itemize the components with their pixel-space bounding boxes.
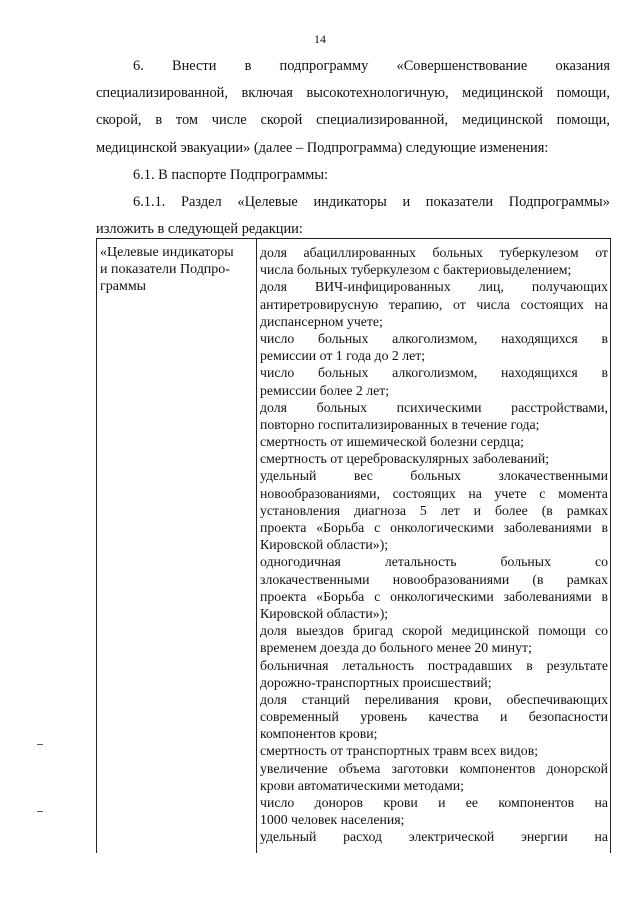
word: и	[500, 709, 508, 725]
word: рамках	[566, 571, 608, 587]
word: «Борьба	[316, 520, 365, 535]
word: оказания	[555, 58, 610, 74]
right-cell-line-justified	[260, 467, 608, 484]
indicators-table	[96, 238, 611, 853]
word: «Совершенствование	[396, 58, 528, 74]
word: на	[594, 829, 608, 845]
word: терапию,	[388, 296, 443, 312]
paragraph-6-line-2	[96, 80, 610, 107]
word: помощи	[538, 623, 586, 639]
word: антиретровирусную	[260, 296, 379, 312]
word: со	[594, 554, 608, 570]
right-cell-line: ремиссии от 1 года до 2 лет;	[260, 348, 426, 364]
word: число	[260, 795, 295, 810]
word: находящихся	[501, 365, 578, 381]
right-cell-line-justified	[260, 278, 608, 295]
word: компонентов	[498, 795, 575, 810]
word: качества	[428, 709, 479, 725]
word: результате	[546, 657, 608, 673]
word: бригад	[352, 623, 394, 639]
word: находящихся	[501, 330, 578, 346]
word: компонентов	[459, 760, 536, 776]
paragraph-6	[96, 53, 610, 162]
table-left-cell	[100, 244, 254, 296]
word: 5	[419, 502, 427, 518]
word: больных	[410, 468, 461, 484]
word: числе	[211, 112, 247, 129]
word: помощи,	[556, 112, 610, 129]
word: ВИЧ-инфицированных	[314, 279, 451, 295]
word: на	[594, 296, 608, 312]
right-cell-line: смертность от ишемической болезни сердца;	[260, 434, 525, 450]
right-cell-line-justified	[260, 364, 608, 381]
word: в	[526, 657, 533, 673]
word: числа	[476, 296, 510, 312]
margin-dash-mark	[37, 811, 43, 812]
word: скорой	[260, 112, 303, 129]
word: Подпрограммы»	[508, 194, 610, 210]
word: одногодичная	[260, 554, 341, 570]
word: расстройствами,	[511, 399, 608, 415]
word: больных	[317, 330, 369, 346]
word: и	[473, 502, 482, 518]
paragraph-6-1	[133, 162, 328, 189]
right-cell-line: числа больных туберкулезом с бактериовыделением;	[260, 262, 572, 278]
word: пострадавших	[427, 657, 513, 673]
word: проекта	[260, 588, 307, 604]
word: включая	[241, 85, 293, 102]
word: 6.	[133, 58, 144, 74]
right-cell-line-justified	[260, 553, 608, 570]
word: скорой,	[96, 112, 142, 129]
table-column-divider	[256, 239, 257, 853]
word: ее	[465, 795, 479, 810]
word: специализированной,	[96, 85, 228, 102]
word: крови	[383, 795, 418, 810]
word: в	[601, 588, 608, 604]
word: увеличение	[260, 760, 328, 776]
word: в	[155, 112, 163, 129]
word: злокачественными	[260, 571, 370, 587]
word: (в	[541, 502, 553, 518]
paragraph-6-1-text: 6.1. В паспорте Подпрограммы:	[133, 167, 328, 183]
right-cell-line: ремиссии более 2 лет;	[260, 382, 390, 398]
right-cell-line: смертность от цереброваскулярных заболеваний;	[260, 451, 550, 467]
word: Внести	[171, 58, 217, 74]
word: обеспечивающих	[506, 691, 608, 707]
word: расход	[343, 829, 382, 845]
right-cell-line-justified	[260, 691, 608, 708]
left-cell-line: и показатели Подпро-	[100, 262, 230, 278]
right-cell-line: временем доезда до больного менее 20 минут;	[260, 640, 532, 656]
left-cell-line: «Целевые индикаторы	[100, 245, 234, 260]
word: со	[594, 623, 608, 639]
right-cell-line-justified	[260, 519, 608, 536]
word: абациллированных	[303, 245, 416, 260]
right-cell-line: дорожно-транспортных происшествий;	[260, 674, 492, 690]
word: на	[468, 485, 482, 501]
word: переливания	[364, 691, 439, 707]
word: более	[494, 502, 528, 518]
word: заболеваниями	[503, 520, 592, 535]
word: рамках	[566, 502, 608, 518]
word: от	[453, 296, 466, 312]
word: медицинской	[462, 85, 544, 102]
word: доля	[260, 245, 287, 260]
right-cell-line-justified	[260, 399, 608, 416]
word: доля	[260, 691, 287, 707]
word: новообразованиями,	[260, 485, 380, 501]
word: безопасности	[528, 709, 608, 725]
word: «Целевые	[237, 194, 298, 210]
margin-dash-mark	[37, 744, 43, 745]
word: с	[374, 588, 381, 604]
word: доля	[260, 399, 287, 415]
word: подпрограмму	[279, 58, 369, 74]
right-cell-line-justified	[260, 502, 608, 519]
word: злокачественными	[498, 468, 608, 484]
word: больничная	[260, 657, 329, 673]
word: специализированной,	[316, 112, 449, 129]
word: больных	[316, 399, 368, 415]
word: медицинской	[461, 112, 543, 129]
word: доля	[260, 623, 287, 639]
right-cell-line-justified	[260, 794, 608, 811]
word: доля	[260, 279, 287, 295]
word: новообразованиями	[392, 571, 510, 587]
word: энергии	[520, 829, 568, 845]
word: момента	[558, 485, 608, 501]
word: онкологическими	[390, 520, 494, 535]
word: удельный	[260, 829, 317, 845]
right-cell-line-justified	[260, 622, 608, 639]
word: выездов	[296, 623, 344, 639]
word: донорской	[546, 760, 608, 776]
word: вес	[353, 468, 373, 484]
word: больных	[317, 365, 369, 381]
word: заготовки	[391, 760, 449, 776]
right-cell-line: Кировской области»);	[260, 537, 389, 553]
word: «Борьба	[316, 588, 365, 604]
paragraph-6-line-3	[96, 107, 610, 134]
word: крови,	[453, 691, 492, 707]
word: и	[438, 795, 446, 810]
word: объема	[338, 760, 381, 776]
word: лиц,	[478, 279, 504, 295]
word: от	[595, 245, 608, 260]
word: проекта	[260, 520, 307, 535]
word: состоящих	[520, 296, 584, 312]
table-right-cell	[260, 244, 608, 846]
word: состоящих	[392, 485, 456, 501]
word: в	[601, 330, 608, 346]
word: и	[402, 194, 411, 210]
word: индикаторы	[313, 194, 387, 210]
right-cell-line-justified	[260, 760, 608, 777]
word: 6.1.1.	[133, 194, 166, 210]
word: летальность	[384, 554, 457, 570]
left-cell-line: граммы	[100, 279, 147, 295]
word: число	[260, 365, 295, 381]
word: том	[175, 112, 199, 129]
word: получающих	[531, 279, 608, 295]
word: диагноза	[353, 502, 407, 518]
word: психическими	[396, 399, 482, 415]
word: в	[601, 365, 608, 381]
word: в	[601, 520, 608, 535]
word: (в	[532, 571, 544, 587]
word: помощи,	[556, 85, 610, 102]
word: с	[539, 485, 546, 501]
right-cell-line-justified	[260, 708, 608, 725]
paragraph-6-line-1	[96, 53, 610, 80]
word: больных	[500, 554, 551, 570]
word: заболеваниями	[503, 588, 592, 604]
right-cell-line: Кировской области»);	[260, 605, 389, 621]
word: уровень	[360, 709, 408, 725]
word: Раздел	[181, 194, 222, 210]
right-cell-line: компонентов крови;	[260, 726, 378, 742]
page-number: 14	[314, 32, 326, 46]
word: высокотехнологичную,	[306, 85, 449, 102]
paragraph-6-line-4: медицинской эвакуации» (далее – Подпрограмма) следующие изменения:	[96, 139, 549, 156]
right-cell-line: диспансерном учете;	[260, 313, 383, 329]
right-cell-line-justified	[260, 244, 608, 261]
right-cell-line: смертность от транспортных травм всех видов;	[260, 743, 539, 759]
word: лет	[440, 502, 460, 518]
right-cell-line: повторно госпитализированных в течение года;	[260, 416, 540, 432]
word: установления	[260, 502, 341, 518]
word: медицинской	[451, 623, 530, 639]
word: показатели	[425, 194, 494, 210]
word: число	[260, 330, 295, 346]
word: электрической	[408, 829, 495, 845]
right-cell-line: 1000 человек населения;	[260, 812, 405, 828]
right-cell-line-justified	[260, 828, 608, 845]
right-cell-line: крови автоматическими методами;	[260, 777, 464, 793]
word: в	[244, 58, 252, 74]
word: летальность	[342, 657, 415, 673]
paragraph-6-1-1	[96, 189, 610, 243]
right-cell-line-justified	[260, 657, 608, 674]
word: алкоголизмом,	[392, 365, 478, 381]
word: учете	[494, 485, 527, 501]
right-cell-line-justified	[260, 485, 608, 502]
paragraph-6-1-1-line-2: изложить в следующей редакции:	[96, 221, 303, 238]
right-cell-line-justified	[260, 588, 608, 605]
word: скорой	[402, 623, 443, 639]
word: с	[374, 520, 381, 535]
paragraph-6-1-1-line-1	[96, 189, 610, 216]
word: современный	[260, 709, 339, 725]
right-cell-line-justified	[260, 571, 608, 588]
word: онкологическими	[390, 588, 494, 604]
word: туберкулезом	[499, 245, 579, 260]
right-cell-line-justified	[260, 296, 608, 313]
word: на	[594, 795, 608, 810]
right-cell-line-justified	[260, 330, 608, 347]
word: станций	[301, 691, 350, 707]
word: больных	[432, 245, 483, 260]
word: алкоголизмом,	[392, 330, 478, 346]
word: доноров	[314, 795, 364, 810]
word: удельный	[260, 468, 317, 484]
